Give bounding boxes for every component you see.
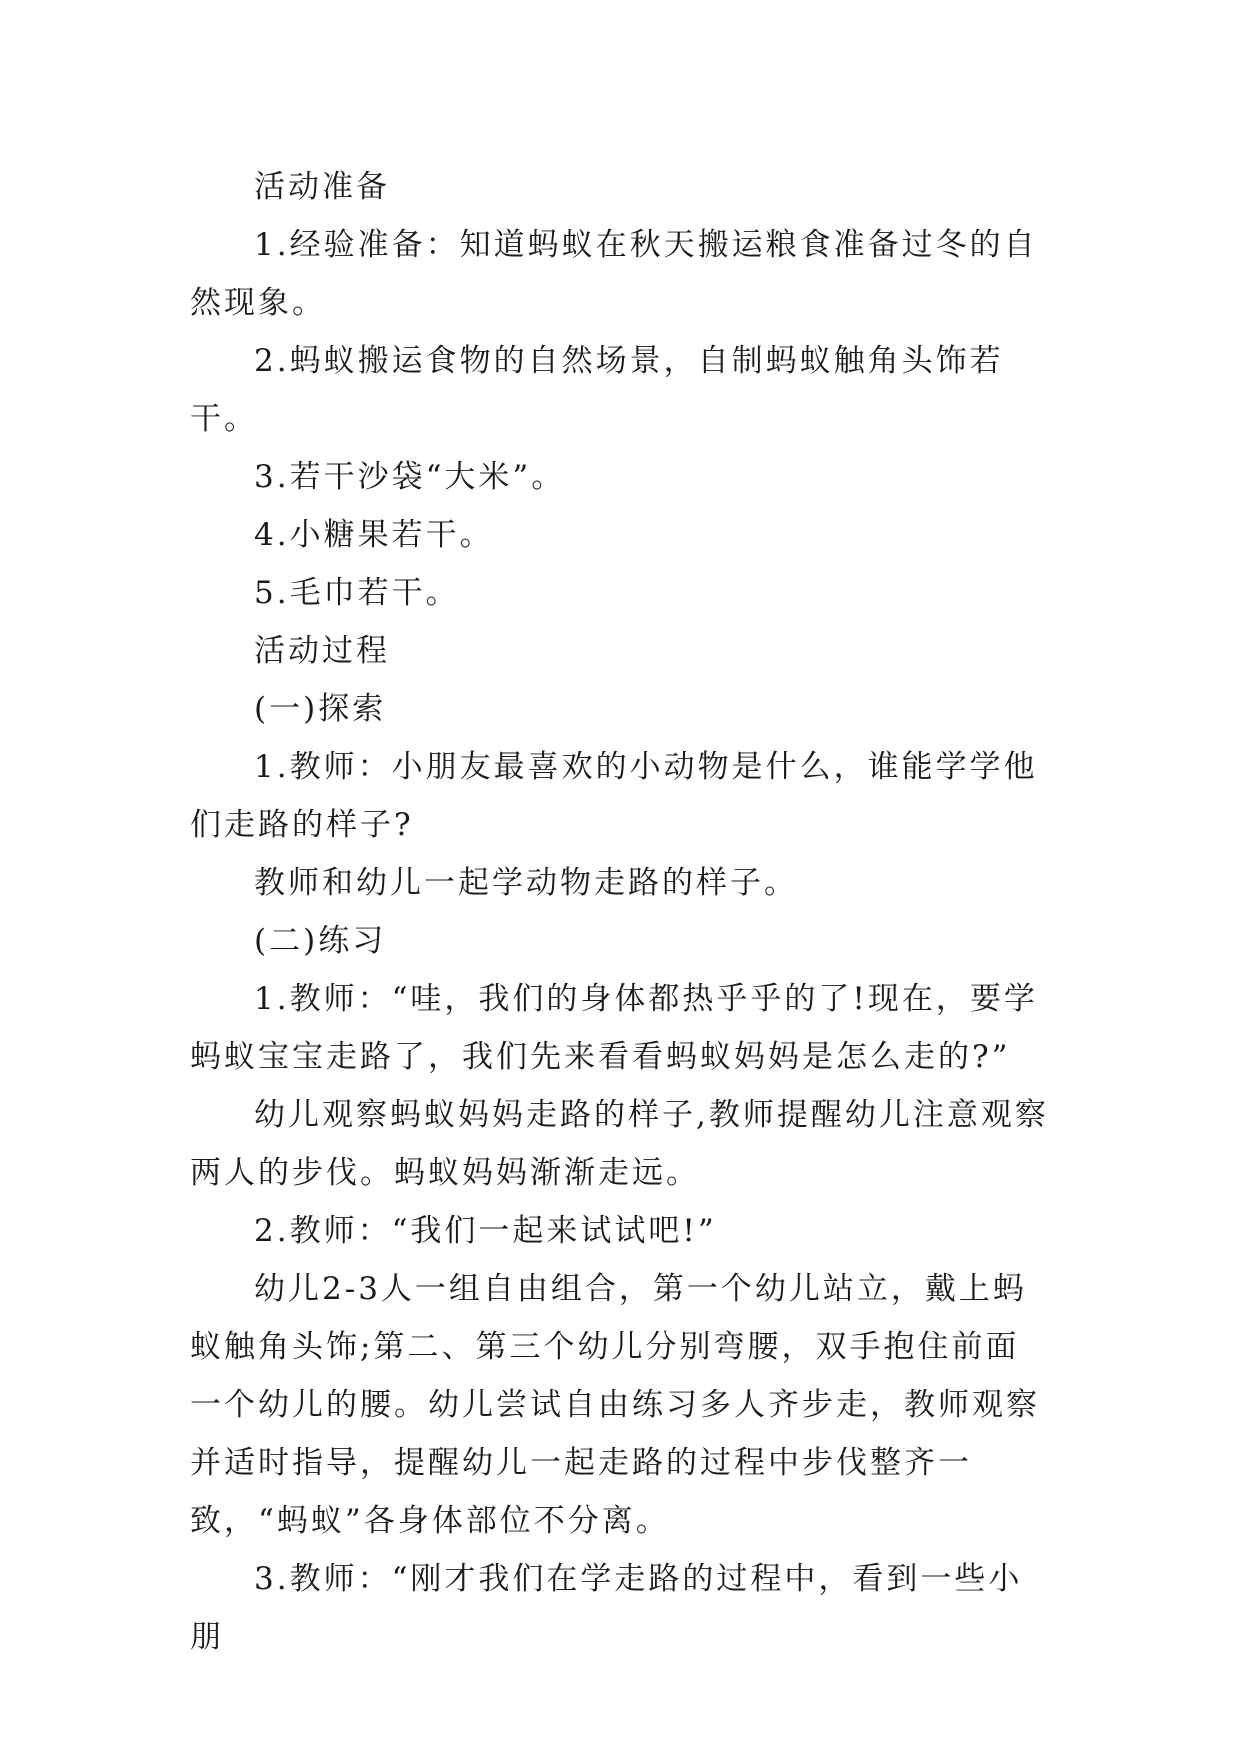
heading-activity-preparation: 活动准备 — [254, 169, 390, 205]
paragraph-teacher-observed: 3.教师：“刚才我们在学走路的过程中，看到一些小朋 — [190, 1561, 1023, 1655]
subheading-explore: (一)探索 — [254, 691, 387, 727]
paragraph-candy: 4.小糖果若干。 — [254, 517, 494, 553]
paragraph-experience-preparation: 1.经验准备：知道蚂蚁在秋天搬运粮食准备过冬的自然现象。 — [190, 227, 1038, 321]
paragraph-teacher-try: 2.教师：“我们一起来试试吧!” — [254, 1213, 717, 1249]
document-body — [190, 158, 1050, 1666]
paragraph-sandbags: 3.若干沙袋“大米”。 — [254, 459, 566, 495]
paragraph-teacher-ant-walk: 1.教师：“哇，我们的身体都热乎乎的了!现在，要学蚂蚁宝宝走路了，我们先来看看蚂蚁妈妈是怎么走的?” — [190, 981, 1038, 1075]
paragraph-scene-headwear: 2.蚂蚁搬运食物的自然场景，自制蚂蚁触角头饰若干。 — [190, 343, 1004, 437]
paragraph-group-practice: 幼儿2-3人一组自由组合，第一个幼儿站立，戴上蚂蚁触角头饰;第二、第三个幼儿分别弯腰，双手抱住前面一个幼儿的腰。幼儿尝试自由练习多人齐步走，教师观察并适时指导，提醒幼儿一起走路的过程中步伐整齐一致，“蚂蚁”各身体部位不分离。 — [190, 1271, 1040, 1539]
paragraph-towels: 5.毛巾若干。 — [254, 575, 460, 611]
heading-activity-process: 活动过程 — [254, 633, 390, 669]
subheading-practice: (二)练习 — [254, 923, 387, 959]
paragraph-imitate-animals: 教师和幼儿一起学动物走路的样子。 — [254, 865, 798, 901]
paragraph-teacher-question: 1.教师：小朋友最喜欢的小动物是什么，谁能学学他们走路的样子? — [190, 749, 1038, 843]
paragraph-observe-mother-ant: 幼儿观察蚂蚁妈妈走路的样子,教师提醒幼儿注意观察两人的步伐。蚂蚁妈妈渐渐走远。 — [190, 1097, 1049, 1191]
